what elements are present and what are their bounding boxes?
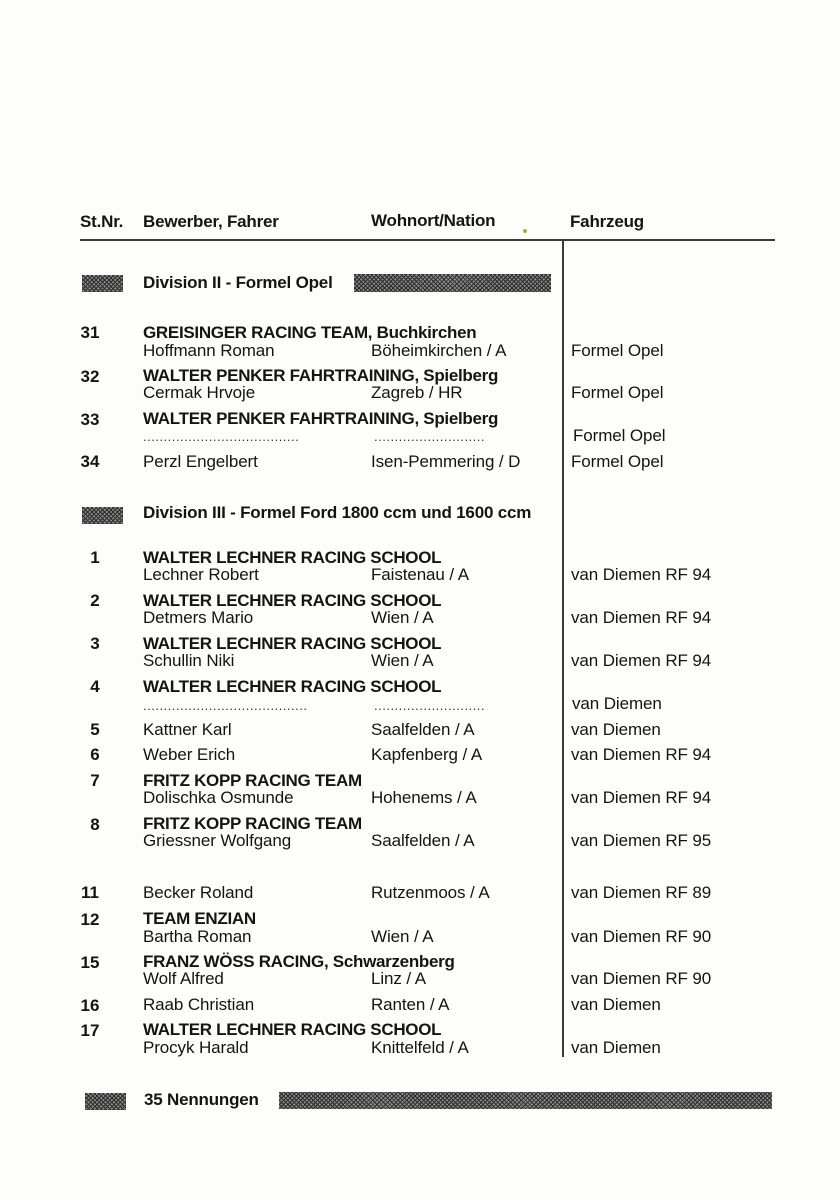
column-header-fahrzeug: Fahrzeug: [570, 212, 644, 231]
vehicle: van Diemen: [572, 694, 662, 713]
vehicle: Formel Opel: [571, 383, 664, 402]
team-name: WALTER LECHNER RACING SCHOOL: [143, 591, 442, 610]
total-entries: 35 Nennungen: [144, 1090, 259, 1109]
start-number: 33: [80, 410, 100, 429]
driver-name: Raab Christian: [143, 995, 255, 1014]
team-name: WALTER LECHNER RACING SCHOOL: [143, 548, 442, 567]
residence: Isen-Pemmering / D: [371, 452, 521, 471]
residence-placeholder: ...........................: [374, 429, 486, 444]
residence: Wien / A: [371, 651, 434, 670]
driver-name: Cermak Hrvoje: [143, 383, 256, 402]
driver-name: Hoffmann Roman: [143, 341, 275, 360]
vehicle: van Diemen RF 90: [571, 927, 712, 946]
vehicle: van Diemen: [571, 995, 661, 1014]
residence: Zagreb / HR: [371, 383, 463, 402]
start-number: 5: [90, 720, 100, 739]
residence: Kapfenberg / A: [371, 745, 483, 764]
vehicle: van Diemen RF 90: [571, 969, 712, 988]
residence: Ranten / A: [371, 995, 450, 1014]
division-marker-hatch: [82, 507, 123, 524]
residence: Böheimkirchen / A: [371, 341, 507, 360]
vehicle: van Diemen RF 94: [571, 608, 712, 627]
footer-marker-hatch: [85, 1093, 126, 1110]
column-header-wohnort: Wohnort/Nation: [371, 211, 496, 230]
vehicle: van Diemen RF 94: [571, 565, 712, 584]
driver-name: Schullin Niki: [143, 651, 235, 670]
vehicle: Formel Opel: [573, 426, 666, 445]
start-number: 34: [80, 452, 100, 471]
vehicle: van Diemen: [571, 720, 661, 739]
residence: Linz / A: [371, 969, 426, 988]
start-number: 8: [90, 815, 100, 834]
driver-name-placeholder: ......................................: [143, 429, 300, 444]
driver-name: Becker Roland: [143, 883, 254, 902]
vehicle: van Diemen RF 94: [571, 788, 712, 807]
residence: Wien / A: [371, 927, 434, 946]
start-number: 6: [90, 745, 100, 764]
start-number: 17: [80, 1021, 100, 1040]
start-number: 31: [80, 323, 100, 342]
residence: Faistenau / A: [371, 565, 469, 584]
team-name: FRITZ KOPP RACING TEAM: [143, 771, 362, 790]
column-header-bewerber: Bewerber, Fahrer: [143, 212, 279, 231]
start-number: 3: [90, 634, 100, 653]
vehicle: Formel Opel: [571, 452, 664, 471]
team-name: WALTER LECHNER RACING SCHOOL: [143, 1020, 442, 1039]
header-rule: [80, 239, 775, 241]
division-title: Division III - Formel Ford 1800 ccm und 1600 ccm: [143, 503, 532, 522]
start-number: 2: [90, 591, 100, 610]
vehicle: van Diemen: [571, 1038, 661, 1057]
start-number: 15: [80, 953, 100, 972]
residence: Saalfelden / A: [371, 831, 475, 850]
start-number: 16: [80, 996, 100, 1015]
driver-name-placeholder: ........................................: [143, 698, 308, 713]
team-name: GREISINGER RACING TEAM, Buchkirchen: [143, 323, 477, 342]
vehicle: van Diemen RF 94: [571, 651, 712, 670]
scan-speck: [523, 229, 527, 233]
driver-name: Kattner Karl: [143, 720, 232, 739]
start-number: 7: [90, 771, 100, 790]
team-name: WALTER LECHNER RACING SCHOOL: [143, 634, 442, 653]
team-name: WALTER PENKER FAHRTRAINING, Spielberg: [143, 409, 499, 428]
driver-name: Bartha Roman: [143, 927, 252, 946]
residence: Knittelfeld / A: [371, 1038, 469, 1057]
team-name: TEAM ENZIAN: [143, 909, 256, 928]
residence: Wien / A: [371, 608, 434, 627]
start-number: 11: [81, 883, 99, 902]
start-number: 1: [90, 548, 100, 567]
driver-name: Wolf Alfred: [143, 969, 224, 988]
driver-name: Dolischka Osmunde: [143, 788, 294, 807]
division-title-hatch-bar: [354, 274, 551, 292]
division-marker-hatch: [82, 275, 123, 292]
team-name: WALTER PENKER FAHRTRAINING, Spielberg: [143, 366, 499, 385]
residence: Hohenems / A: [371, 788, 477, 807]
residence: Saalfelden / A: [371, 720, 475, 739]
column-header-startnr: St.Nr.: [80, 212, 124, 231]
team-name: WALTER LECHNER RACING SCHOOL: [143, 677, 442, 696]
footer-hatch-bar: [279, 1092, 772, 1109]
driver-name: Procyk Harald: [143, 1038, 249, 1057]
driver-name: Perzl Engelbert: [143, 452, 258, 471]
start-number: 4: [90, 677, 100, 696]
driver-name: Griessner Wolfgang: [143, 831, 292, 850]
team-name: FRITZ KOPP RACING TEAM: [143, 814, 362, 833]
driver-name: Lechner Robert: [143, 565, 259, 584]
vehicle: Formel Opel: [571, 341, 664, 360]
column-divider: [562, 240, 564, 1057]
driver-name: Weber Erich: [143, 745, 236, 764]
start-number: 12: [80, 910, 100, 929]
team-name: FRANZ WÖSS RACING, Schwarzenberg: [143, 952, 455, 971]
driver-name: Detmers Mario: [143, 608, 254, 627]
start-number: 32: [80, 367, 100, 386]
division-title: Division II - Formel Opel: [143, 273, 333, 292]
vehicle: van Diemen RF 95: [571, 831, 712, 850]
vehicle: van Diemen RF 89: [571, 883, 712, 902]
residence-placeholder: ...........................: [374, 698, 486, 713]
residence: Rutzenmoos / A: [371, 883, 490, 902]
vehicle: van Diemen RF 94: [571, 745, 712, 764]
